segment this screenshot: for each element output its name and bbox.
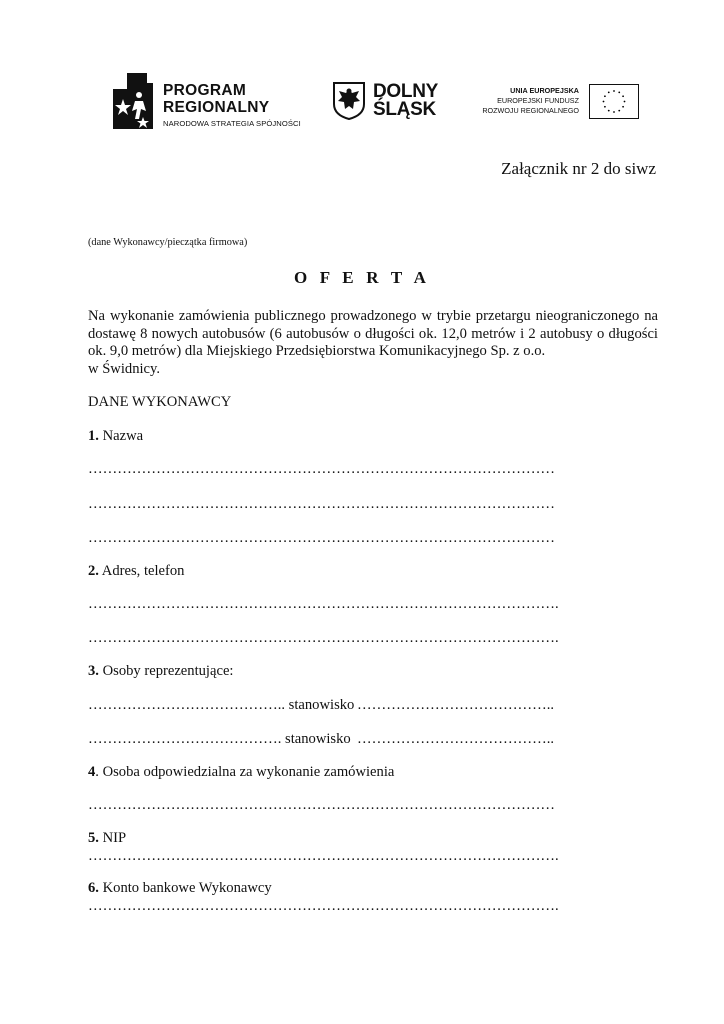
responsible-person-line[interactable]: …………………………………………………………………………………… — [88, 797, 555, 813]
intro-paragraph — [88, 308, 658, 378]
document-title: O F E R T A — [293, 268, 431, 287]
field-address-label — [88, 563, 184, 580]
bank-account-line[interactable]: ……………………………………………………………………………………. — [88, 898, 559, 914]
eu-star-icon — [622, 95, 624, 97]
section-heading: DANE WYKONAWCY — [88, 394, 232, 410]
field-number: 5. — [88, 830, 99, 846]
field-bank-account-label — [88, 880, 272, 897]
address-line-2[interactable]: ……………………………………………………………………………………. — [88, 630, 559, 646]
eu-logo-line1: UNIA EUROPEJSKA — [510, 86, 579, 95]
eu-logo-line2: EUROPEJSKI FUNDUSZ — [497, 96, 579, 105]
dolny-slask-logo — [333, 82, 445, 122]
stamp-label: (dane Wykonawcy/pieczątka firmowa) — [88, 237, 248, 248]
eu-star-icon — [613, 111, 615, 113]
intro-text: Na wykonanie zamówienia publicznego prowadzonego w trybie przetargu nieograniczonego na dostawę 8 nowych autobusów (6 autobusów o długości ok. 12,0 metrów i 2 autobusy o długości ok. 9,0 metrów) dla Miejskiego Przedsiębiorstwa Komunikacyjnego Sp. z o.o. — [88, 308, 658, 359]
program-regionalny-logo — [113, 73, 301, 131]
field-number: 4 — [88, 764, 96, 780]
eu-star-icon — [604, 95, 606, 97]
representative-1-position-line[interactable]: ………………………………….. — [357, 697, 555, 713]
address-line-1[interactable]: ……………………………………………………………………………………. — [88, 596, 559, 612]
eu-logo — [482, 82, 639, 122]
representative-2-position-line[interactable]: ………………………………….. — [357, 731, 555, 747]
eu-flag-icon — [589, 84, 639, 119]
eu-logo-line3: ROZWOJU REGIONALNEGO — [482, 106, 579, 115]
region-logo-line2: ŚLĄSK — [373, 99, 436, 120]
field-label: . Osoba odpowiedzialna za wykonanie zamówienia — [95, 764, 395, 780]
field-number: 2. — [88, 563, 99, 579]
field-label: NIP — [98, 830, 127, 846]
attachment-label: Załącznik nr 2 do siwz — [501, 159, 656, 178]
field-responsible-person-label — [88, 764, 394, 781]
field-label: Nazwa — [98, 428, 144, 444]
name-line-1[interactable]: …………………………………………………………………………………… — [88, 461, 555, 477]
star-figures-emblem-icon — [113, 73, 153, 129]
field-name-label — [88, 428, 143, 445]
name-line-2[interactable]: …………………………………………………………………………………… — [88, 496, 555, 512]
eu-star-icon — [603, 101, 605, 103]
name-line-3[interactable]: …………………………………………………………………………………… — [88, 530, 555, 546]
region-logo-line1: DOLNY — [373, 81, 439, 102]
field-label: Adres, telefon — [98, 563, 185, 579]
eu-star-icon — [613, 90, 615, 92]
eu-star-icon — [618, 110, 620, 112]
representative-2-name-line[interactable]: …………………………………. stanowisko — [88, 731, 351, 747]
eu-star-icon — [608, 110, 610, 112]
eu-star-icon — [624, 101, 626, 103]
eu-star-icon — [622, 106, 624, 108]
field-nip-label — [88, 830, 126, 847]
intro-text-last: w Świdnicy. — [88, 360, 161, 377]
field-representatives-label — [88, 663, 233, 680]
eu-logo-text — [482, 86, 579, 116]
field-number: 3. — [88, 663, 99, 679]
program-logo-line3: NARODOWA STRATEGIA SPÓJNOŚCI — [163, 119, 301, 128]
field-number: 6. — [88, 880, 99, 896]
nip-line[interactable]: ……………………………………………………………………………………. — [88, 848, 559, 864]
field-label: Osoby reprezentujące: — [98, 663, 234, 679]
eu-star-icon — [618, 92, 620, 94]
field-label: Konto bankowe Wykonawcy — [98, 880, 272, 896]
eu-star-icon — [604, 106, 606, 108]
eagle-crest-icon — [333, 82, 365, 120]
program-logo-line2: REGIONALNY — [163, 99, 270, 116]
program-logo-line1: PROGRAM — [163, 82, 247, 99]
field-number: 1. — [88, 428, 99, 444]
eu-star-icon — [608, 92, 610, 94]
representative-1-name-line[interactable]: ………………………………….. stanowisko — [88, 697, 355, 713]
